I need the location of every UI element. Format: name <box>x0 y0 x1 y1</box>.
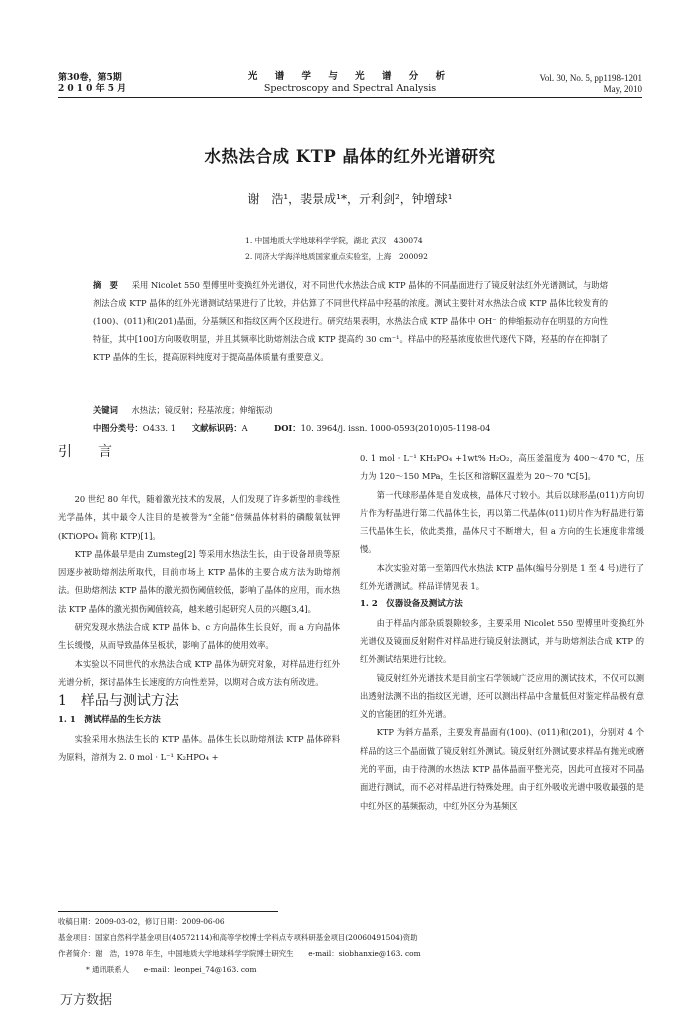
keywords-label: 关键词 <box>93 405 118 415</box>
section-1-paragraph-2: 第一代球形晶体是自发成核，晶体尺寸较小。其后以球形晶(011)方向切片作为籽晶进行第二代晶体生长，再以第二代晶体(011)切片作为籽晶进行第三代晶体生长，依此类推，晶体尺寸不断增大，但 a 方向的生长速度非常缓慢。 <box>360 489 644 555</box>
paper-title: 水热法合成 KTP 晶体的红外光谱研究 <box>204 147 496 166</box>
header-rule <box>58 97 642 98</box>
keywords-text: 水热法；镜反射；羟基浓度；伸缩振动 <box>131 405 273 415</box>
left-column <box>58 490 340 766</box>
volume-issue-en: Vol. 30, No. 5, pp1198-1201 <box>539 73 642 83</box>
affiliation-2: 2. 同济大学海洋地质国家重点实验室，上海 200092 <box>245 252 428 261</box>
classification-line <box>93 419 490 437</box>
received-date: 收稿日期：2009-03-02，修订日期：2009-06-06 <box>58 917 225 926</box>
doi-label: DOI： <box>274 423 301 433</box>
intro-paragraph-2: KTP 晶体最早是由 Zumsteg[2] 等采用水热法生长，由于设备昂贵等原因逐步被助熔剂法所取代，目前市场上 KTP 晶体的主要合成方法为助熔剂法。但助熔剂法 KTP 晶体的激光损伤阈值较低，影响了晶体的应用，而水热法 KTP 晶体的激光损伤阈值较高，越来越引起研究人员的兴趣[3,4]。 <box>58 548 340 614</box>
intro-paragraph-4: 本实验以不同世代的水热法合成 KTP 晶体为研究对象，对样品进行红外光谱分析，探讨晶体生长速度的方向性差异，以期对合成方法有所改进。 <box>58 658 340 687</box>
intro-paragraph-3: 研究发现水热法合成 KTP 晶体 b、c 方向晶体生长良好，而 a 方向晶体生长缓慢，从而导致晶体呈板状，影响了晶体的使用效率。 <box>58 622 340 651</box>
affiliations <box>245 233 428 265</box>
author-bio: 作者简介：谢 浩，1978 年生，中国地质大学地球科学学院博士研究生 e-mail：siobhanxie@163. com <box>58 949 421 958</box>
subsection-1-1-heading: 1. 1 测试样品的生长方法 <box>58 715 161 726</box>
volume-issue-zh: 第30卷，第5期 <box>58 73 122 83</box>
section-1-paragraph-3: 本次实验对第一至第四代水热法 KTP 晶体(编号分别是 1 至 4 号)进行了红外光谱测试。样品详情见表 1。 <box>360 562 644 592</box>
doi: 10. 3964/j. issn. 1000-0593(2010)05-1198-04 <box>300 423 491 433</box>
footnote-rule <box>58 911 278 912</box>
journal-name-zh: 光 谱 学 与 光 谱 分 析 <box>247 71 453 82</box>
section-1-paragraph-4: 由于样品内部杂质裂隙较多，主要采用 Nicolet 550 型傅里叶变换红外光谱仪及镜面反射附件对样品进行镜反射法测试，并与助熔剂法合成 KTP 的红外测试结果进行比较。 <box>360 617 644 665</box>
abstract-label: 摘 要 <box>93 280 118 290</box>
running-header-right <box>539 73 642 95</box>
section-1-paragraph-1: 实验采用水热法生长的 KTP 晶体。晶体生长以助熔剂法 KTP 晶体碎料为原料，溶剂为 2. 0 mol · L⁻¹ K₂HPO₄ + <box>58 733 340 762</box>
abstract-text: 采用 Nicolet 550 型傅里叶变换红外光谱仪，对不同世代水热法合成 KTP 晶体的不同晶面进行了镜反射法红外光谱测试，与助熔剂法合成 KTP 晶体的红外光谱测试结果进行了比较，并估算了不同世代样品中羟基的浓度。测试主要针对水热法合成 KTP 晶体比较发育的(100)、(011)和(201)晶面，分基频区和指纹区两个区段进行。研究结果表明，水热法合成 KTP 晶体中 OH⁻ 的伸缩振动存在明显的方向性特征，其中[100]方向吸收明显，并且其频率比助熔剂法合成 KTP 提高约 30 cm⁻¹。样品中的羟基浓度依世代逐代下降，羟基的存在抑制了 KTP 晶体的生长，提高原料纯度对于提高晶体质量有重要意义。 <box>93 280 608 362</box>
subsection-1-2-heading: 1. 2 仪器设备及测试方法 <box>360 599 463 610</box>
clc-code: O433. 1 <box>142 423 176 433</box>
right-column <box>360 449 644 815</box>
date-zh: 2 0 1 0 年 5 月 <box>58 84 127 94</box>
section-1-heading: 1 样品与测试方法 <box>58 693 179 710</box>
keywords <box>93 401 273 419</box>
intro-paragraph-1: 20 世纪 80 年代，随着激光技术的发展，人们发现了许多新型的非线性光学晶体，其中最令人注目的是被誉为“全能”倍频晶体材料的磷酸氧钛钾(KTiOPO₄ 简称 KTP)[1]。 <box>58 494 340 541</box>
affiliation-1: 1. 中国地质大学地球科学学院，湖北 武汉 430074 <box>245 236 423 245</box>
section-1-paragraph-1-continued: 0. 1 mol · L⁻¹ KH₂PO₄ +1wt% H₂O₂，高压釜温度为 400～470 ℃，压力为 120～150 MPa，生长区和溶解区温差为 20～70 ℃[5]。 <box>360 453 644 482</box>
footnotes <box>58 914 421 978</box>
fund-info: 基金项目：国家自然科学基金项目(40572114)和高等学校博士学科点专项科研基金项目(20060491504)资助 <box>58 933 418 942</box>
doc-code-label: 文献标识码： <box>191 423 242 433</box>
intro-heading: 引 言 <box>58 444 118 460</box>
date-en: May, 2010 <box>603 84 642 94</box>
author-list: 谢 浩¹，裴景成¹*，亓利剑²，钟增球¹ <box>247 192 453 206</box>
watermark-text: 万方数据 <box>60 993 113 1008</box>
doc-code: A <box>241 423 248 433</box>
abstract <box>93 276 608 366</box>
section-1-paragraph-5: 镜反射红外光谱技术是目前宝石学领域广泛应用的测试技术，不仅可以测出透射法测不出的指纹区光谱，还可以测出样品中含量低但对鉴定样品极有意义的官能团的红外光谱。 <box>360 672 644 720</box>
section-1-paragraph-6: KTP 为斜方晶系，主要发育晶面有(100)、(011)和(201)，分别对 4 个样品的这三个晶面做了镜反射红外测试。镜反射红外测试要求样品有抛光或磨光的平面，由于待测的水热法 KTP 晶体晶面平整光亮，因此可直接对不同晶面进行测试，而不必对样品进行特殊处理。由于红外吸收光谱中吸收最强的是中红外区的基频振动，中红外区分为基频区 <box>360 727 644 811</box>
corresponding-author: * 通讯联系人 e-mail：leonpei_74@163. com <box>86 965 257 974</box>
clc-label: 中图分类号： <box>93 423 143 433</box>
journal-name-en: Spectroscopy and Spectral Analysis <box>263 83 437 94</box>
